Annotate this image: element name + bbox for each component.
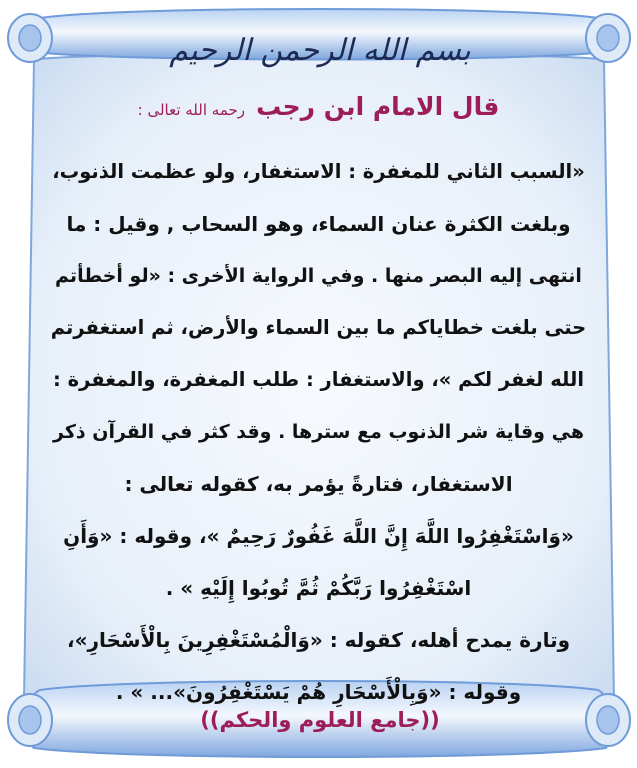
quote-source: ((جامع العلوم والحكم)) xyxy=(200,708,440,732)
quote-line: اسْتَغْفِرُوا رَبَّكُمْ ثُمَّ تُوبُوا إِلَيْهِ » . xyxy=(165,576,472,600)
quote-line: الاستغفار، فتارةً يؤمر به، كقوله تعالى : xyxy=(124,472,513,496)
quote-line: وتارة يمدح أهله، كقوله : «وَالْمُسْتَغْفِرِينَ بِالْأَسْحَارِ»، xyxy=(66,628,571,652)
quote-line: «وَاسْتَغْفِرُوا اللَّهَ إِنَّ اللَّهَ غَفُورٌ رَحِيمٌ »، وقوله : «وَأَنِ xyxy=(63,524,574,548)
quote-line: وقوله : «وَبِالْأَسْحَارِ هُمْ يَسْتَغْفِرُونَ»... » . xyxy=(115,680,522,704)
heading-honorific: رحمه الله تعالى : xyxy=(137,101,246,119)
quote-line: هي وقاية شر الذنوب مع سترها . وقد كثر في القرآن ذكر xyxy=(53,421,584,443)
quote-line: انتهى إليه البصر منها . وفي الرواية الأخرى : «لو أخطأتم xyxy=(55,265,582,287)
quote-line: حتى بلغت خطاياكم ما بين السماء والأرض، ثم استغفرتم xyxy=(50,316,587,339)
quote-body xyxy=(50,146,587,718)
basmala-calligraphy: بسم الله الرحمن الرحيم xyxy=(169,32,471,68)
quote-line: وبلغت الكثرة عنان السماء، وهو السحاب , وقيل : ما xyxy=(66,212,571,236)
quote-heading xyxy=(60,92,577,132)
quote-line: «السبب الثاني للمغفرة : الاستغفار، ولو عظمت الذنوب، xyxy=(52,160,585,183)
heading-author: قال الامام ابن رجب xyxy=(256,92,500,121)
quote-line: الله لغفر لكم »، والاستغفار : طلب المغفرة، والمغفرة : xyxy=(52,368,584,391)
